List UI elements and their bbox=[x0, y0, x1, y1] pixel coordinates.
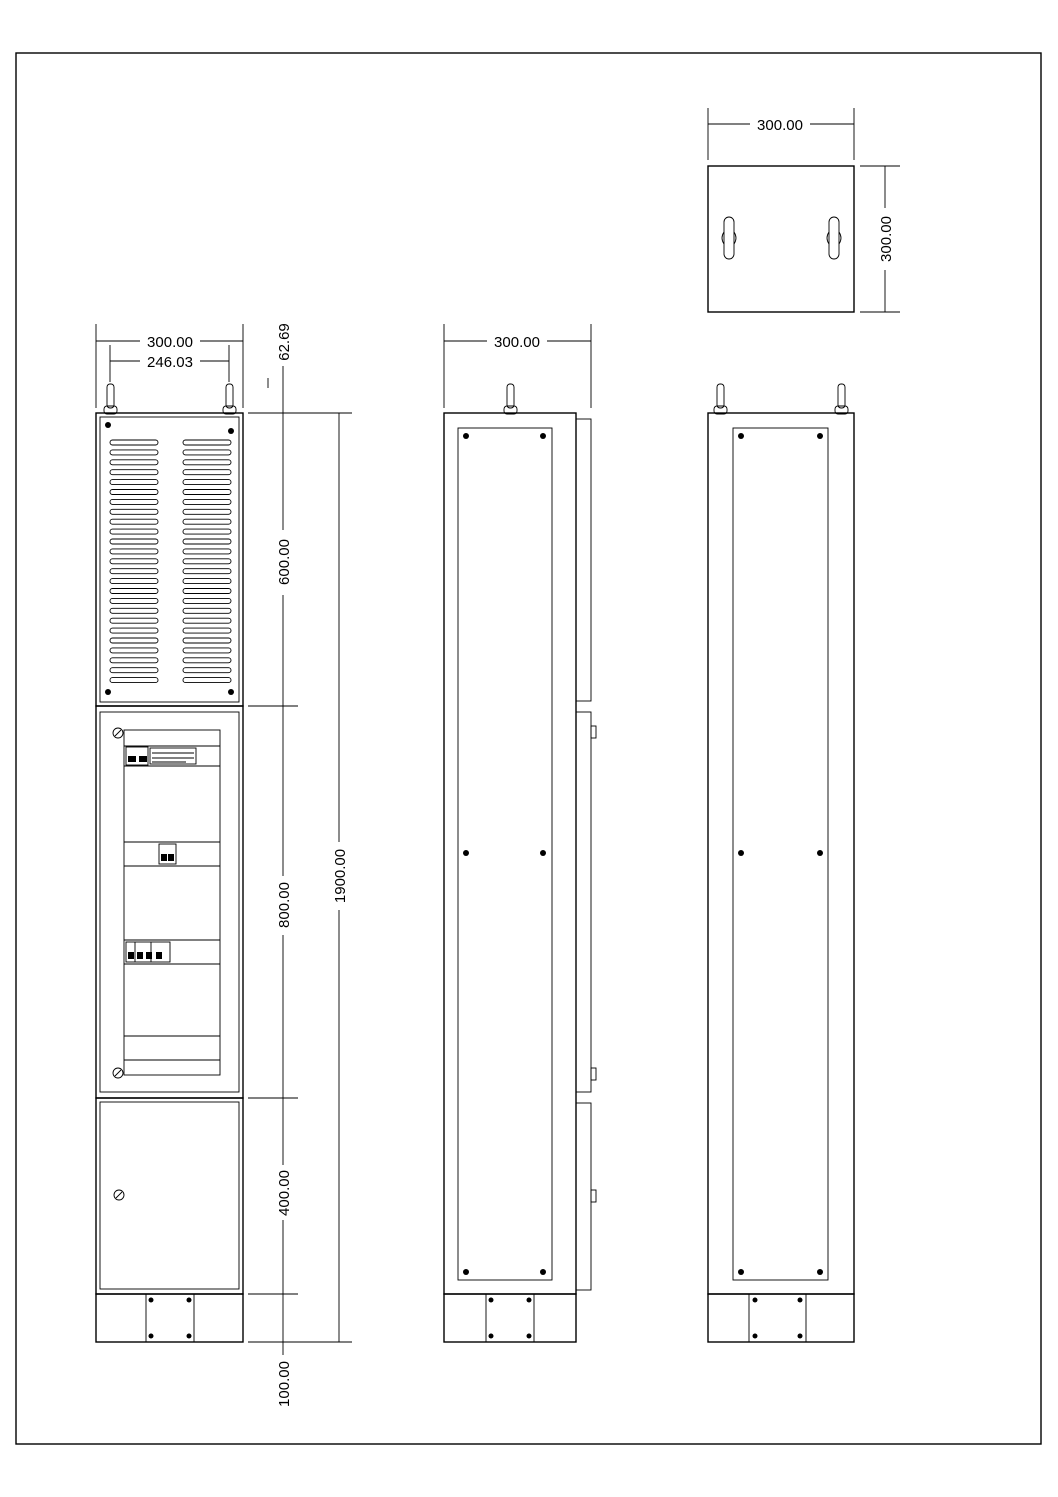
vent-panel bbox=[96, 413, 243, 706]
louver-slot bbox=[110, 480, 158, 485]
front-eyebolt-right bbox=[223, 384, 236, 414]
louver-slot bbox=[110, 658, 158, 663]
louver-slot bbox=[183, 598, 231, 603]
top-view bbox=[708, 108, 900, 312]
rear-eyebolt-right bbox=[835, 384, 848, 414]
louver-slot bbox=[110, 440, 158, 445]
rear-view bbox=[708, 384, 854, 1342]
louver-slot bbox=[183, 529, 231, 534]
louver-slot bbox=[110, 460, 158, 465]
breaker-middle bbox=[159, 844, 176, 864]
louver-slot bbox=[110, 628, 158, 633]
louver-slot bbox=[110, 569, 158, 574]
rear-body bbox=[708, 413, 854, 1294]
side-view bbox=[444, 324, 596, 1342]
front-total-height-dimension bbox=[248, 413, 352, 1342]
louver-slot bbox=[183, 618, 231, 623]
rear-plinth bbox=[708, 1294, 854, 1342]
louver-slot bbox=[110, 579, 158, 584]
louver-slot bbox=[183, 608, 231, 613]
vent-height-label: 600.00 bbox=[276, 539, 293, 585]
top-view-outline bbox=[708, 166, 854, 312]
side-width-dimension bbox=[444, 324, 591, 408]
louver-slot bbox=[110, 678, 158, 683]
louver-slot bbox=[183, 668, 231, 673]
rear-cover-plate bbox=[733, 428, 828, 1280]
louver-slot bbox=[183, 648, 231, 653]
louver-slot bbox=[183, 480, 231, 485]
breaker-row-top bbox=[126, 747, 196, 765]
louver-slot bbox=[110, 519, 158, 524]
louver-slot bbox=[183, 569, 231, 574]
top-depth-dimension bbox=[860, 166, 900, 312]
plinth-height-label: 100.00 bbox=[276, 1361, 293, 1407]
side-width-label: 300.00 bbox=[494, 334, 540, 351]
louver-slot bbox=[183, 589, 231, 594]
louver-slot bbox=[110, 598, 158, 603]
front-plinth bbox=[96, 1294, 243, 1342]
louver-slot bbox=[183, 499, 231, 504]
breaker-panel bbox=[96, 706, 243, 1098]
louver-slot bbox=[183, 509, 231, 514]
louver-slot bbox=[183, 539, 231, 544]
louver-slot bbox=[110, 490, 158, 495]
front-height-chain bbox=[248, 323, 298, 1407]
side-eyebolt bbox=[504, 384, 517, 414]
louver-slot bbox=[183, 549, 231, 554]
front-inner-width-label: 246.03 bbox=[147, 354, 193, 371]
breaker-row-lower bbox=[126, 942, 170, 962]
louver-slot bbox=[110, 529, 158, 534]
front-eyebolt-left bbox=[104, 384, 117, 414]
louver-slot bbox=[183, 519, 231, 524]
top-depth-label: 300.00 bbox=[878, 216, 895, 262]
side-plinth bbox=[444, 1294, 576, 1342]
louver-slot bbox=[183, 470, 231, 475]
rear-eyebolt-left bbox=[714, 384, 727, 414]
top-eyebolt-left bbox=[722, 217, 736, 259]
side-door-profile-bottom bbox=[576, 1103, 591, 1290]
louver-slot bbox=[110, 559, 158, 564]
louver-slot bbox=[183, 628, 231, 633]
side-cover-plate bbox=[458, 428, 552, 1280]
louver-slot bbox=[110, 668, 158, 673]
top-width-label: 300.00 bbox=[757, 117, 803, 134]
louver-slot bbox=[183, 678, 231, 683]
louver-slot bbox=[110, 470, 158, 475]
louver-slot bbox=[110, 638, 158, 643]
louver-slot bbox=[110, 509, 158, 514]
louver-slot bbox=[183, 658, 231, 663]
louver-slot bbox=[110, 499, 158, 504]
louver-slot bbox=[183, 579, 231, 584]
vent-louvers bbox=[110, 440, 231, 683]
louver-slot bbox=[183, 490, 231, 495]
lower-lock bbox=[114, 1190, 124, 1200]
louver-slot bbox=[183, 638, 231, 643]
lower-height-label: 400.00 bbox=[276, 1170, 293, 1216]
louver-slot bbox=[110, 618, 158, 623]
lower-panel bbox=[96, 1098, 243, 1294]
breaker-height-label: 800.00 bbox=[276, 882, 293, 928]
louver-slot bbox=[110, 648, 158, 653]
top-eyebolt-right bbox=[827, 217, 841, 259]
louver-slot bbox=[110, 608, 158, 613]
louver-slot bbox=[183, 559, 231, 564]
top-width-dimension bbox=[708, 108, 854, 160]
louver-slot bbox=[183, 460, 231, 465]
louver-slot bbox=[110, 450, 158, 455]
louver-slot bbox=[110, 549, 158, 554]
louver-slot bbox=[183, 450, 231, 455]
louver-slot bbox=[110, 589, 158, 594]
total-height-label: 1900.00 bbox=[332, 848, 349, 904]
louver-slot bbox=[183, 440, 231, 445]
louver-slot bbox=[110, 539, 158, 544]
front-width-label: 300.00 bbox=[147, 334, 193, 351]
side-door-profile-middle bbox=[576, 712, 591, 1092]
eyebolt-height-label: 62.69 bbox=[276, 323, 293, 361]
breaker-lock-bottom bbox=[113, 1068, 123, 1078]
breaker-lock-top bbox=[113, 728, 123, 738]
front-view bbox=[96, 323, 352, 1407]
side-door-profile-top bbox=[576, 419, 591, 701]
